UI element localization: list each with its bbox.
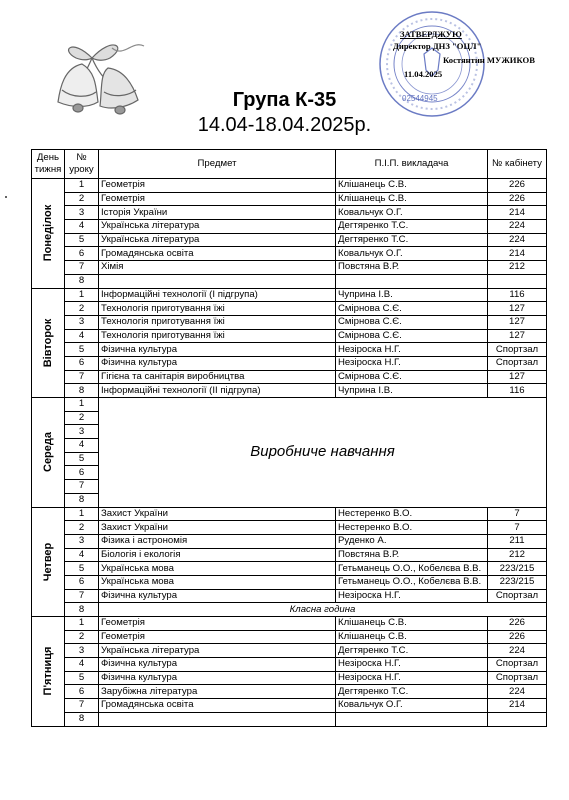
subject-cell: Українська література [99, 644, 336, 658]
subject-cell: Технологія приготування їжі [99, 329, 336, 343]
teacher-cell [336, 274, 488, 288]
lesson-number: 7 [65, 261, 99, 275]
lesson-number: 8 [65, 603, 99, 617]
teacher-cell: Нестеренко В.О. [336, 521, 488, 535]
subject-cell [99, 712, 336, 726]
room-cell: 127 [488, 329, 547, 343]
room-cell: Спортзал [488, 356, 547, 370]
header-row [32, 150, 547, 179]
subject-cell: Геометрія [99, 630, 336, 644]
table-row [32, 302, 547, 316]
lesson-number: 6 [65, 466, 99, 480]
day-cell [32, 288, 65, 398]
teacher-cell: Гетьманець О.О., Кобелєва В.В. [336, 562, 488, 576]
lesson-number: 7 [65, 370, 99, 384]
table-row [32, 644, 547, 658]
subject-cell: Громадянська освіта [99, 247, 336, 261]
room-cell: 7 [488, 507, 547, 521]
lesson-number: 7 [65, 699, 99, 713]
table-row [32, 603, 547, 617]
table-row [32, 534, 547, 548]
room-cell: 127 [488, 370, 547, 384]
table-row [32, 507, 547, 521]
subject-cell: Біологія і екологія [99, 548, 336, 562]
lesson-number: 1 [65, 507, 99, 521]
table-row [32, 315, 547, 329]
subject-cell: Хімія [99, 261, 336, 275]
subject-cell: Зарубіжна література [99, 685, 336, 699]
lesson-number: 2 [65, 192, 99, 206]
table-row [32, 658, 547, 672]
lesson-number: 3 [65, 315, 99, 329]
table-row [32, 671, 547, 685]
lesson-number: 5 [65, 343, 99, 357]
teacher-cell: Незіроска Н.Г. [336, 356, 488, 370]
lesson-number: 2 [65, 411, 99, 425]
subject-cell [99, 274, 336, 288]
approval-date: 11.04.2025 [404, 69, 443, 79]
header-day: День тижня [32, 150, 65, 179]
lesson-number: 8 [65, 384, 99, 398]
lesson-number: 6 [65, 685, 99, 699]
lesson-number: 5 [65, 562, 99, 576]
lesson-number: 6 [65, 247, 99, 261]
table-row [32, 220, 547, 234]
lesson-number: 7 [65, 480, 99, 494]
lesson-number: 5 [65, 671, 99, 685]
table-row [32, 247, 547, 261]
subject-cell: Інформаційні технології (І підгрупа) [99, 288, 336, 302]
lesson-number: 2 [65, 630, 99, 644]
table-row [32, 548, 547, 562]
room-cell: Спортзал [488, 589, 547, 603]
lesson-number: 3 [65, 206, 99, 220]
teacher-cell: Смірнова С.Є. [336, 370, 488, 384]
table-row [32, 617, 547, 631]
room-cell: 226 [488, 617, 547, 631]
lesson-number: 1 [65, 398, 99, 412]
subject-cell: Історія України [99, 206, 336, 220]
teacher-cell: Незіроска Н.Г. [336, 671, 488, 685]
day-name: Вівторок [42, 318, 54, 368]
room-cell: 214 [488, 206, 547, 220]
teacher-cell: Смірнова С.Є. [336, 302, 488, 316]
room-cell: 223/215 [488, 562, 547, 576]
day-name: П'ятниця [42, 646, 54, 696]
table-row [32, 685, 547, 699]
subject-cell: Українська література [99, 220, 336, 234]
teacher-cell: Клішанець С.В. [336, 179, 488, 193]
room-cell: 223/215 [488, 575, 547, 589]
lesson-number: 4 [65, 548, 99, 562]
class-hour: Класна година [99, 603, 547, 617]
subject-cell: Геометрія [99, 192, 336, 206]
room-cell: 226 [488, 192, 547, 206]
table-row [32, 356, 547, 370]
teacher-cell: Чуприна І.В. [336, 288, 488, 302]
scan-speck [5, 196, 7, 198]
day-cell [32, 179, 65, 289]
table-row [32, 192, 547, 206]
lesson-number: 4 [65, 439, 99, 453]
teacher-cell: Незіроска Н.Г. [336, 589, 488, 603]
lesson-number: 8 [65, 712, 99, 726]
stamp-code: 02544945 [402, 94, 438, 103]
room-cell: Спортзал [488, 343, 547, 357]
lesson-number: 4 [65, 658, 99, 672]
table-row [32, 274, 547, 288]
teacher-cell: Нестеренко В.О. [336, 507, 488, 521]
day-cell [32, 507, 65, 617]
lesson-number: 2 [65, 521, 99, 535]
teacher-cell: Дегтяренко Т.С. [336, 220, 488, 234]
room-cell [488, 712, 547, 726]
merged-activity: Виробниче навчання [99, 398, 547, 508]
teacher-cell: Дегтяренко Т.С. [336, 644, 488, 658]
subject-cell: Українська мова [99, 575, 336, 589]
lesson-number: 2 [65, 302, 99, 316]
room-cell: 116 [488, 384, 547, 398]
title-block [0, 88, 569, 138]
teacher-cell: Гетьманець О.О., Кобелєва В.В. [336, 575, 488, 589]
table-row [32, 630, 547, 644]
room-cell: 127 [488, 315, 547, 329]
day-name: Четвер [42, 542, 54, 582]
lesson-number: 3 [65, 644, 99, 658]
header-lesson-number: № уроку [65, 150, 99, 179]
subject-cell: Геометрія [99, 617, 336, 631]
teacher-cell: Ковальчук О.Г. [336, 206, 488, 220]
table-row [32, 370, 547, 384]
teacher-cell: Клішанець С.В. [336, 617, 488, 631]
room-cell: 226 [488, 630, 547, 644]
teacher-cell: Смірнова С.Є. [336, 329, 488, 343]
teacher-cell: Повстяна В.Р. [336, 548, 488, 562]
header-teacher: П.І.П. викладача [336, 150, 488, 179]
room-cell: 127 [488, 302, 547, 316]
room-cell: 214 [488, 699, 547, 713]
date-range: 14.04-18.04.2025р. [197, 114, 372, 136]
teacher-cell: Дегтяренко Т.С. [336, 233, 488, 247]
room-cell: Спортзал [488, 671, 547, 685]
subject-cell: Фізична культура [99, 356, 336, 370]
table-row [32, 343, 547, 357]
subject-cell: Технологія приготування їжі [99, 315, 336, 329]
approval-name: Костянтин МУЖИКОВ [443, 55, 535, 65]
room-cell: 214 [488, 247, 547, 261]
room-cell: 226 [488, 179, 547, 193]
table-row [32, 562, 547, 576]
subject-cell: Фізика і астрономія [99, 534, 336, 548]
subject-cell: Гігієна та санітарія виробництва [99, 370, 336, 384]
room-cell: 224 [488, 644, 547, 658]
room-cell: 212 [488, 548, 547, 562]
lesson-number: 1 [65, 617, 99, 631]
day-cell [32, 617, 65, 727]
subject-cell: Українська література [99, 233, 336, 247]
table-row [32, 521, 547, 535]
room-cell: 116 [488, 288, 547, 302]
table-row [32, 288, 547, 302]
lesson-number: 8 [65, 274, 99, 288]
teacher-cell: Незіроска Н.Г. [336, 658, 488, 672]
lesson-number: 4 [65, 329, 99, 343]
table-row [32, 699, 547, 713]
room-cell: 224 [488, 233, 547, 247]
lesson-number: 1 [65, 288, 99, 302]
subject-cell: Фізична культура [99, 671, 336, 685]
table-row [32, 329, 547, 343]
lesson-number: 7 [65, 589, 99, 603]
table-row [32, 179, 547, 193]
subject-cell: Захист України [99, 521, 336, 535]
room-cell: 224 [488, 220, 547, 234]
teacher-cell: Клішанець С.В. [336, 192, 488, 206]
subject-cell: Фізична культура [99, 589, 336, 603]
room-cell: 212 [488, 261, 547, 275]
teacher-cell: Повстяна В.Р. [336, 261, 488, 275]
teacher-cell: Ковальчук О.Г. [336, 699, 488, 713]
table-row [32, 233, 547, 247]
teacher-cell: Чуприна І.В. [336, 384, 488, 398]
subject-cell: Захист України [99, 507, 336, 521]
header-subject: Предмет [99, 150, 336, 179]
teacher-cell: Руденко А. [336, 534, 488, 548]
lesson-number: 4 [65, 220, 99, 234]
room-cell: 7 [488, 521, 547, 535]
approval-position: Директор ДНЗ "ОЦЛ" [393, 41, 482, 51]
subject-cell: Українська мова [99, 562, 336, 576]
table-row [32, 398, 547, 412]
table-row [32, 206, 547, 220]
subject-cell: Громадянська освіта [99, 699, 336, 713]
day-name: Середа [42, 432, 54, 473]
header-room: № кабінету [488, 150, 547, 179]
teacher-cell: Незіроска Н.Г. [336, 343, 488, 357]
table-row [32, 384, 547, 398]
lesson-number: 5 [65, 452, 99, 466]
lesson-number: 8 [65, 493, 99, 507]
room-cell: Спортзал [488, 658, 547, 672]
lesson-number: 3 [65, 425, 99, 439]
lesson-number: 6 [65, 356, 99, 370]
lesson-number: 3 [65, 534, 99, 548]
table-row [32, 712, 547, 726]
day-cell [32, 398, 65, 508]
room-cell [488, 274, 547, 288]
room-cell: 211 [488, 534, 547, 548]
subject-cell: Фізична культура [99, 658, 336, 672]
teacher-cell: Клішанець С.В. [336, 630, 488, 644]
teacher-cell: Смірнова С.Є. [336, 315, 488, 329]
teacher-cell [336, 712, 488, 726]
lesson-number: 6 [65, 575, 99, 589]
schedule-table [31, 149, 547, 727]
subject-cell: Геометрія [99, 179, 336, 193]
table-row [32, 575, 547, 589]
subject-cell: Інформаційні технології (ІІ підгрупа) [99, 384, 336, 398]
group-title: Група К-35 [232, 89, 337, 111]
teacher-cell: Ковальчук О.Г. [336, 247, 488, 261]
lesson-number: 1 [65, 179, 99, 193]
subject-cell: Технологія приготування їжі [99, 302, 336, 316]
subject-cell: Фізична культура [99, 343, 336, 357]
table-row [32, 261, 547, 275]
teacher-cell: Дегтяренко Т.С. [336, 685, 488, 699]
approval-heading: ЗАТВЕРДЖУЮ [400, 29, 462, 39]
table-row [32, 589, 547, 603]
day-name: Понеділок [42, 205, 54, 262]
lesson-number: 5 [65, 233, 99, 247]
room-cell: 224 [488, 685, 547, 699]
